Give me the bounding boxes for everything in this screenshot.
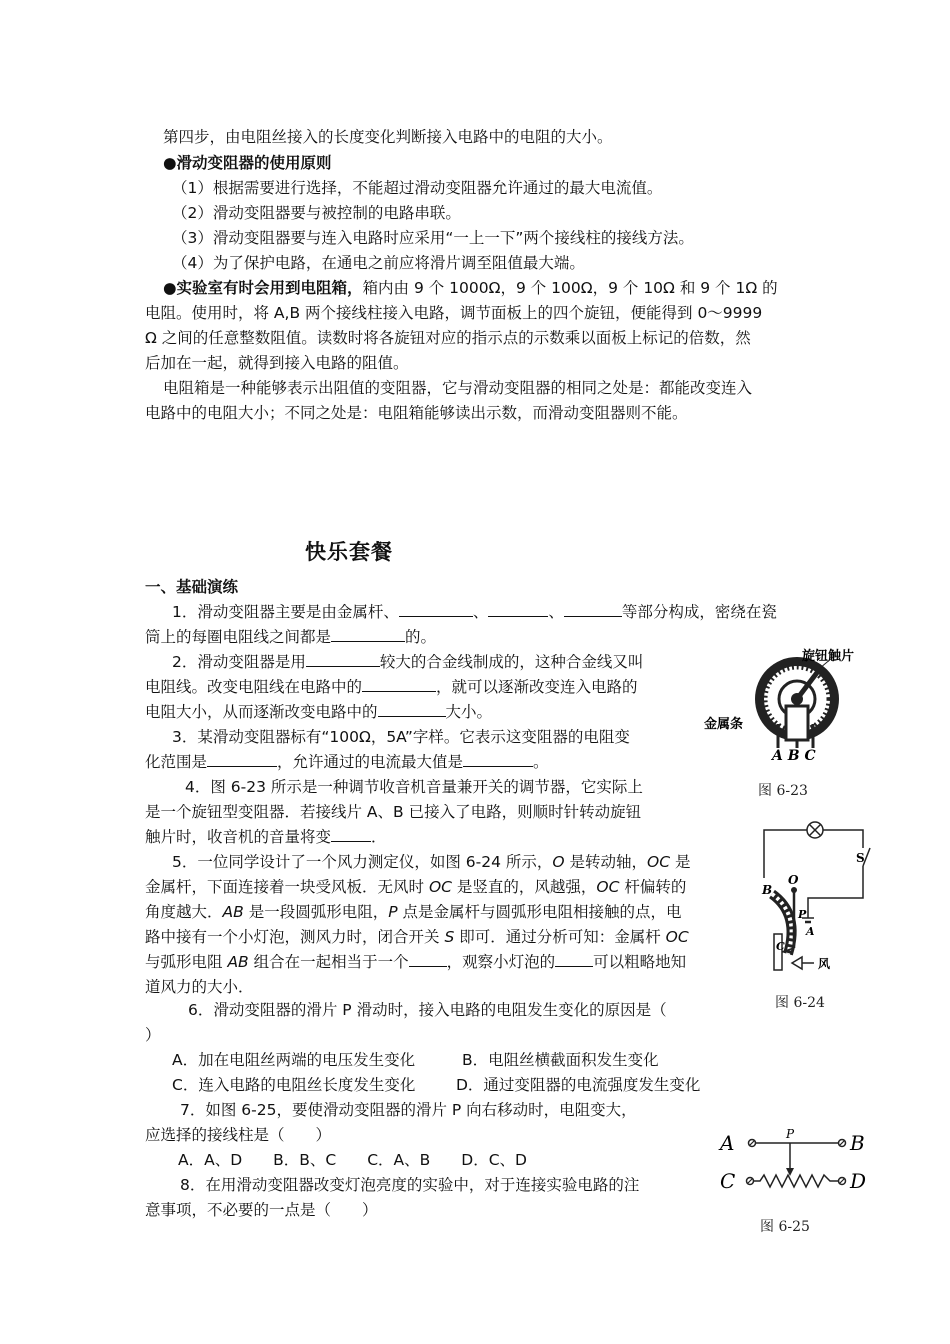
question-6-line-2: ） [145,1026,161,1044]
q1-text-e: 筒上的每圈电阻线之间都是 [145,628,332,646]
label-p: P [798,908,807,921]
figure-6-23-caption: 图 6-23 [758,783,808,799]
q5-text: 是竖直的，风越强， [451,878,597,896]
q1-text-d: 等部分构成，密绕在瓷 [621,603,777,621]
question-4-line-3 [145,826,387,848]
principles-heading: ●滑动变阻器的使用原则 [163,154,332,172]
label-terminals-abc: A B C [772,748,816,764]
q5-symbol: OC [428,878,452,896]
resistance-box-line-1 [163,277,778,299]
question-8-line-2: 意事项，不必要的一点是（ ） [145,1201,378,1219]
q2-text-e: 电阻大小，从而逐渐改变电路中的 [145,703,378,721]
q5-text: ，观察小灯泡的 [446,953,556,971]
q5-text: 是一段圆弧形电阻， [243,903,389,921]
label-o: O [788,873,799,887]
q2-text-d: ，就可以逐渐改变连入电路的 [436,678,638,696]
question-5-line-2 [145,876,686,898]
q5-text: 是转动轴， [564,853,648,871]
q5-text: 角度越大． [145,903,223,921]
q2-text-c: 电阻线。改变电阻线在电路中的 [145,678,363,696]
question-3-line-1: 3．某滑动变阻器标有“100Ω，5A”字样。它表示这变阻器的电阻变 [172,728,630,746]
q2-text-a: 2．滑动变阻器是用 [172,653,306,671]
figure-6-24-caption: 图 6-24 [775,995,825,1011]
q3-text-d: 。 [533,753,549,771]
q5-text: 杆偏转的 [619,878,687,896]
question-7-line-2: 应选择的接线柱是（ ） [145,1126,332,1144]
figure-6-25 [716,1124,876,1194]
resistance-box-line-2: 电阻。使用时，将 A,B 两个接线柱接入电路，调节面板上的四个旋钮，便能得到 0～9999 [145,304,763,322]
q5-symbol: OC [647,853,671,871]
question-2-line-3 [145,701,492,723]
figure-6-24 [758,818,883,976]
q5-symbol: O [552,853,565,871]
q5-symbol: OC [596,878,620,896]
question-1-line-2 [145,626,436,648]
resistance-box-line-3: Ω 之间的任意整数阻值。读数时将各旋钮对应的指示点的示数乘以面板上标记的倍数，然 [145,329,751,347]
question-2-line-1 [172,651,643,673]
principle-2: （2）滑动变阻器要与被控制的电路串联。 [172,204,461,222]
answer-blank[interactable] [306,652,380,667]
q5-text: 点是金属杆与圆弧形电阻相接触的点，电 [397,903,682,921]
answer-blank[interactable] [399,602,473,617]
answer-blank[interactable] [331,627,405,642]
question-3-line-2 [145,751,549,773]
section-title: 快乐套餐 [305,540,393,564]
principle-4: （4）为了保护电路，在通电之前应将滑片调至阻值最大端。 [172,254,585,272]
q1-text-b: 、 [472,603,489,621]
answer-blank[interactable] [488,602,548,617]
q5-symbol: P [388,903,398,921]
q5-text: 可以粗略地知 [593,953,687,971]
q6-option-b: B．电阻丝横截面积发生变化 [462,1051,659,1069]
slider-p-label: P [786,1127,795,1141]
figure-6-25-caption: 图 6-25 [760,1219,810,1235]
answer-blank[interactable] [362,677,436,692]
terminal-a-label: A [720,1131,735,1155]
label-b: B [762,883,773,897]
answer-blank[interactable] [555,952,593,967]
q6-option-d: D．通过变阻器的电流强度发生变化 [456,1076,701,1094]
label-a: A [806,925,815,938]
question-4-line-2: 是一个旋钮型变阻器．若接线片 A、B 已接入了电路，则顺时针转动旋钮 [145,803,642,821]
label-s: S [856,851,865,865]
answer-blank[interactable] [564,602,622,617]
terminal-c-label: C [720,1169,736,1193]
q3-text-c: ，允许通过的电流最大值是 [277,753,464,771]
question-2-line-2 [145,676,638,698]
q5-text: 金属杆，下面连接着一块受风板．无风时 [145,878,429,896]
terminal-b-label: B [850,1131,865,1155]
question-7-line-1: 7．如图 6-25，要使滑动变阻器的滑片 P 向右移动时，电阻变大， [180,1101,637,1119]
question-5-line-1 [172,851,691,873]
q5-symbol: OC [665,928,689,946]
q5-text: 组合在一起相当于一个 [248,953,409,971]
question-5-line-4 [145,926,689,948]
resistance-box-text: 箱内由 9 个 1000Ω，9 个 100Ω，9 个 10Ω 和 9 个 1Ω 的 [362,279,778,297]
resistance-box-heading: ●实验室有时会用到电阻箱， [163,279,363,297]
label-knob-contact: 旋钮触片 [802,649,855,664]
q5-symbol: S [444,928,455,946]
q2-text-b: 较大的合金线制成的，这种合金线又叫 [379,653,644,671]
label-metal-strip: 金属条 [704,717,744,732]
q5-symbol: AB [222,903,244,921]
q5-text: 即可．通过分析可知：金属杆 [454,928,666,946]
q3-text-b: 化范围是 [145,753,208,771]
compare-line-2: 电路中的电阻大小；不同之处是：电阻箱能够读出示数，而滑动变阻器则不能。 [145,404,688,422]
answer-blank[interactable] [463,752,533,767]
question-4-line-1: 4．图 6-23 所示是一种调节收音机音量兼开关的调节器，它实际上 [185,778,643,796]
terminal-d-label: D [850,1169,867,1193]
principle-1: （1）根据需要进行选择，不能超过滑动变阻器允许通过的最大电流值。 [172,179,663,197]
question-6-line-1: 6．滑动变阻器的滑片 P 滑动时，接入电路的电阻发生变化的原因是（ [188,1001,667,1019]
answer-blank[interactable] [409,952,447,967]
question-8-line-1: 8．在用滑动变阻器改变灯泡亮度的实验中，对于连接实验电路的注 [180,1176,640,1194]
q4-text-c: 触片时，收音机的音量将变 [145,828,332,846]
resistance-box-line-4: 后加在一起，就得到接入电路的阻值。 [145,354,409,372]
answer-blank[interactable] [378,702,446,717]
q1-text-a: 1．滑动变阻器主要是由金属杆、 [172,603,399,621]
figure-6-23 [702,644,882,764]
question-1-line-1 [172,601,777,623]
q7-options: A．A、D B．B、C C．A、B D．C、D [178,1151,527,1169]
q5-symbol: AB [227,953,249,971]
step4-text: 第四步，由电阻丝接入的长度变化判断接入电路中的电阻的大小。 [163,128,613,146]
question-5-line-5 [145,951,686,973]
q5-text: 5．一位同学设计了一个风力测定仪，如图 6-24 所示， [172,853,553,871]
q2-text-f: 大小。 [445,703,493,721]
compare-line-1: 电阻箱是一种能够表示出阻值的变阻器，它与滑动变阻器的相同之处是：都能改变连入 [163,379,753,397]
q6-option-a: A．加在电阻丝两端的电压发生变化 [172,1051,416,1069]
label-wind: 风 [818,957,831,971]
q5-text: 路中接有一个小灯泡，测风力时，闭合开关 [145,928,445,946]
q1-text-c: 、 [548,603,564,621]
question-5-line-3 [145,901,682,923]
q4-text-d: ． [371,828,387,846]
answer-blank[interactable] [331,827,371,842]
question-5-line-6: 道风力的大小． [145,978,254,996]
answer-blank[interactable] [207,752,277,767]
principle-3: （3）滑动变阻器要与连入电路时应采用“一上一下”两个接线柱的接线方法。 [172,229,694,247]
q6-option-c: C．连入电路的电阻丝长度发生变化 [172,1076,416,1094]
q1-text-f: 的。 [405,628,437,646]
label-c: C [776,940,785,953]
q5-text: 是 [670,853,691,871]
q5-text: 与弧形电阻 [145,953,228,971]
section-heading-basic: 一、基础演练 [145,578,239,596]
